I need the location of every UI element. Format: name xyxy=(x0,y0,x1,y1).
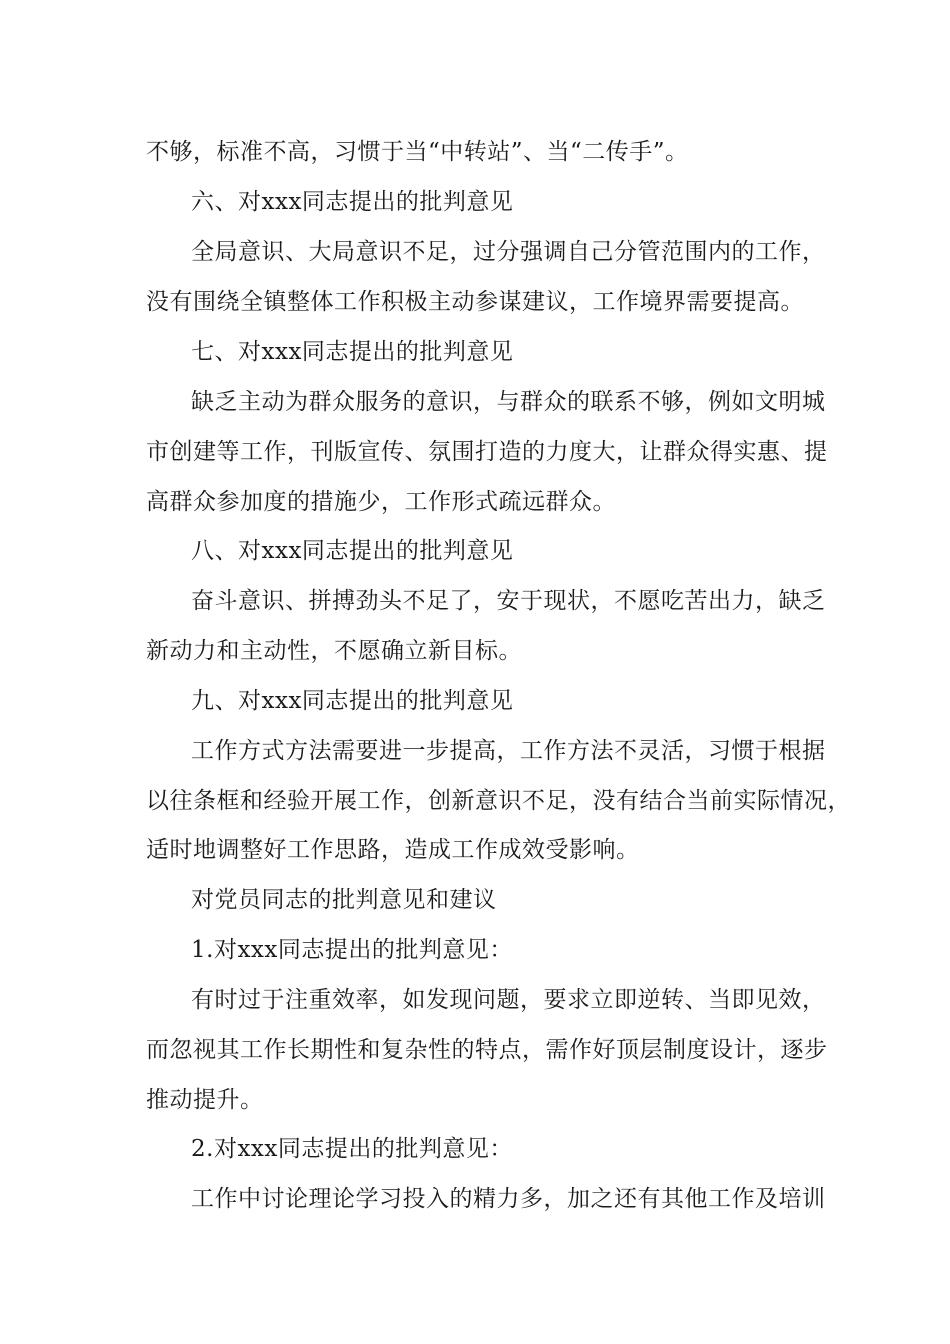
paragraph-line: 工作方式方法需要进一步提高，工作方法不灵活，习惯于根据 xyxy=(191,738,826,764)
paragraph-line: 市创建等工作，刊版宣传、氛围打造的力度大，让群众得实惠、提 xyxy=(146,439,828,465)
paragraph-line: 没有围绕全镇整体工作积极主动参谋建议，工作境界需要提高。 xyxy=(146,289,804,315)
section-heading: 六、对xxx同志提出的批判意见 xyxy=(191,189,514,215)
paragraph-line: 推动提升。 xyxy=(146,1087,264,1113)
paragraph-line: 而忽视其工作长期性和复杂性的特点，需作好顶层制度设计，逐步 xyxy=(146,1037,828,1063)
paragraph-line: 全局意识、大局意识不足，过分强调自己分管范围内的工作， xyxy=(191,239,826,265)
paragraph-line: 适时地调整好工作思路，造成工作成效受影响。 xyxy=(146,837,640,863)
paragraph-line: 有时过于注重效率，如发现问题，要求立即逆转、当即见效， xyxy=(191,987,826,1013)
section-heading: 对党员同志的批判意见和建议 xyxy=(191,887,497,913)
section-heading: 七、对xxx同志提出的批判意见 xyxy=(191,339,514,365)
paragraph-line: 不够，标准不高，习惯于当“中转站”、当“二传手”。 xyxy=(146,139,689,165)
paragraph-line: 奋斗意识、拼搏劲头不足了，安于现状，不愿吃苦出力，缺乏 xyxy=(191,588,826,614)
section-heading: 九、对xxx同志提出的批判意见 xyxy=(191,688,514,714)
paragraph-line: 缺乏主动为群众服务的意识，与群众的联系不够，例如文明城 xyxy=(191,389,826,415)
section-heading: 2.对xxx同志提出的批判意见： xyxy=(191,1136,513,1162)
paragraph-line: 高群众参加度的措施少，工作形式疏远群众。 xyxy=(146,489,616,515)
section-heading: 1.对xxx同志提出的批判意见： xyxy=(191,937,513,963)
paragraph-line: 以往条框和经验开展工作，创新意识不足，没有结合当前实际情况， xyxy=(146,788,851,814)
section-heading: 八、对xxx同志提出的批判意见 xyxy=(191,538,514,564)
paragraph-line: 工作中讨论理论学习投入的精力多，加之还有其他工作及培训 xyxy=(191,1186,826,1212)
paragraph-line: 新动力和主动性，不愿确立新目标。 xyxy=(146,638,522,664)
